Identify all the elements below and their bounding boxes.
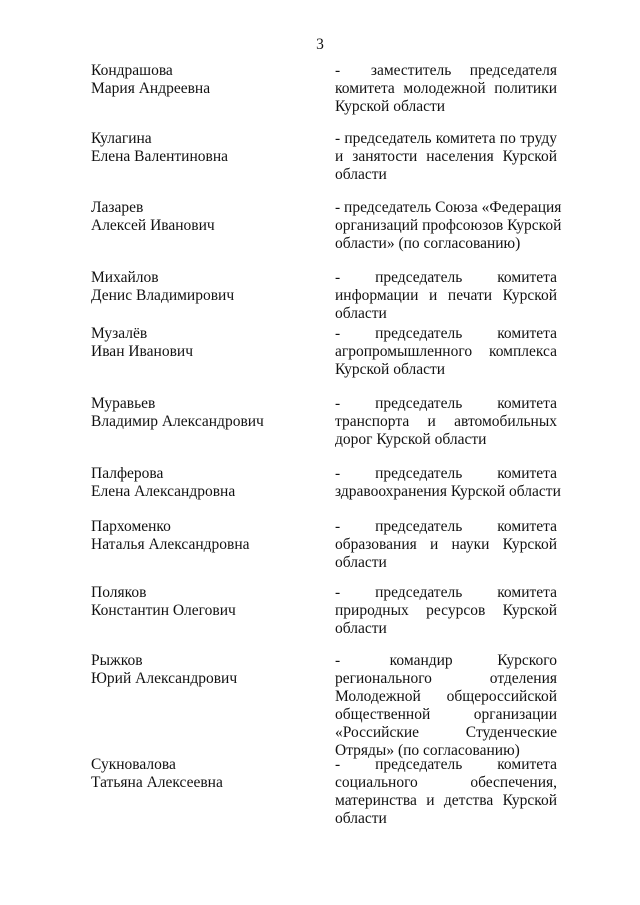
member-name xyxy=(91,518,311,554)
member-given-names: Юрий Александрович xyxy=(91,670,238,687)
member-surname: Рыжков xyxy=(91,652,143,669)
position-line: Молодежной общероссийской xyxy=(335,688,557,705)
position-line: - председатель комитета xyxy=(335,325,557,342)
member-position xyxy=(335,652,557,760)
position-line: информации и печати Курской xyxy=(335,287,557,304)
member-surname: Палферова xyxy=(91,465,164,482)
member-name xyxy=(91,395,311,431)
position-line: «Российские Студенческие xyxy=(335,724,557,741)
position-line: транспорта и автомобильных xyxy=(335,413,557,430)
position-line: области xyxy=(335,620,387,637)
position-line: организаций профсоюзов Курской xyxy=(335,217,562,234)
position-line: материнства и детства Курской xyxy=(335,792,557,809)
member-name xyxy=(91,652,311,688)
position-line: - командир Курского xyxy=(335,652,557,669)
position-line: области» (по согласованию) xyxy=(335,235,521,252)
member-surname: Михайлов xyxy=(91,269,159,286)
member-given-names: Мария Андреевна xyxy=(91,80,211,97)
member-position xyxy=(335,584,557,638)
member-position xyxy=(335,518,557,572)
position-line: комитета молодежной политики xyxy=(335,80,557,97)
member-surname: Поляков xyxy=(91,584,147,601)
member-position xyxy=(335,756,557,828)
position-line: - председатель комитета xyxy=(335,756,557,773)
position-line: Отряды» (по согласованию) xyxy=(335,742,520,759)
position-line: - председатель комитета по труду xyxy=(335,130,557,147)
position-line: - председатель комитета xyxy=(335,518,557,535)
position-line: области xyxy=(335,166,387,183)
position-line: - председатель комитета xyxy=(335,584,557,601)
member-position xyxy=(335,325,557,379)
member-name xyxy=(91,62,311,98)
position-line: - председатель комитета xyxy=(335,395,557,412)
position-line: области xyxy=(335,554,387,571)
position-line: и занятости населения Курской xyxy=(335,148,557,165)
position-line: общественной организации xyxy=(335,706,557,723)
member-surname: Лазарев xyxy=(91,199,144,216)
member-given-names: Елена Александровна xyxy=(91,483,236,500)
position-line: дорог Курской области xyxy=(335,431,487,448)
member-name xyxy=(91,756,311,792)
member-position xyxy=(335,465,561,501)
member-position xyxy=(335,269,557,323)
position-line: - председатель комитета xyxy=(335,269,557,286)
position-line: - заместитель председателя xyxy=(335,62,557,79)
position-line: природных ресурсов Курской xyxy=(335,602,557,619)
member-name xyxy=(91,199,311,235)
position-line: области xyxy=(335,810,387,827)
member-position xyxy=(335,62,557,116)
member-surname: Музалёв xyxy=(91,325,148,342)
member-surname: Сукновалова xyxy=(91,756,176,773)
member-surname: Кулагина xyxy=(91,130,152,147)
member-name xyxy=(91,465,311,501)
member-position xyxy=(335,395,557,449)
member-given-names: Алексей Иванович xyxy=(91,217,215,234)
position-line: образования и науки Курской xyxy=(335,536,557,553)
position-line: Курской области xyxy=(335,361,446,378)
member-given-names: Татьяна Алексеевна xyxy=(91,774,223,791)
position-line: агропромышленного комплекса xyxy=(335,343,557,360)
member-name xyxy=(91,269,311,305)
member-given-names: Елена Валентиновна xyxy=(91,148,229,165)
position-line: - председатель комитета xyxy=(335,465,557,482)
member-position xyxy=(335,130,557,184)
position-line: регионального отделения xyxy=(335,670,557,687)
member-surname: Пархоменко xyxy=(91,518,171,535)
member-surname: Муравьев xyxy=(91,395,156,412)
member-given-names: Иван Иванович xyxy=(91,343,193,360)
member-name xyxy=(91,130,311,166)
position-line: области xyxy=(335,305,387,322)
position-line: здравоохранения Курской области xyxy=(335,483,561,500)
member-given-names: Наталья Александровна xyxy=(91,536,250,553)
member-surname: Кондрашова xyxy=(91,62,173,79)
member-given-names: Константин Олегович xyxy=(91,602,236,619)
member-given-names: Денис Владимирович xyxy=(91,287,235,304)
member-name xyxy=(91,584,311,620)
page-number: 3 xyxy=(316,36,324,53)
member-name xyxy=(91,325,311,361)
position-line: социального обеспечения, xyxy=(335,774,557,791)
position-line: Курской области xyxy=(335,98,446,115)
member-position xyxy=(335,199,562,253)
member-given-names: Владимир Александрович xyxy=(91,413,264,430)
position-line: - председатель Союза «Федерация xyxy=(335,199,562,216)
